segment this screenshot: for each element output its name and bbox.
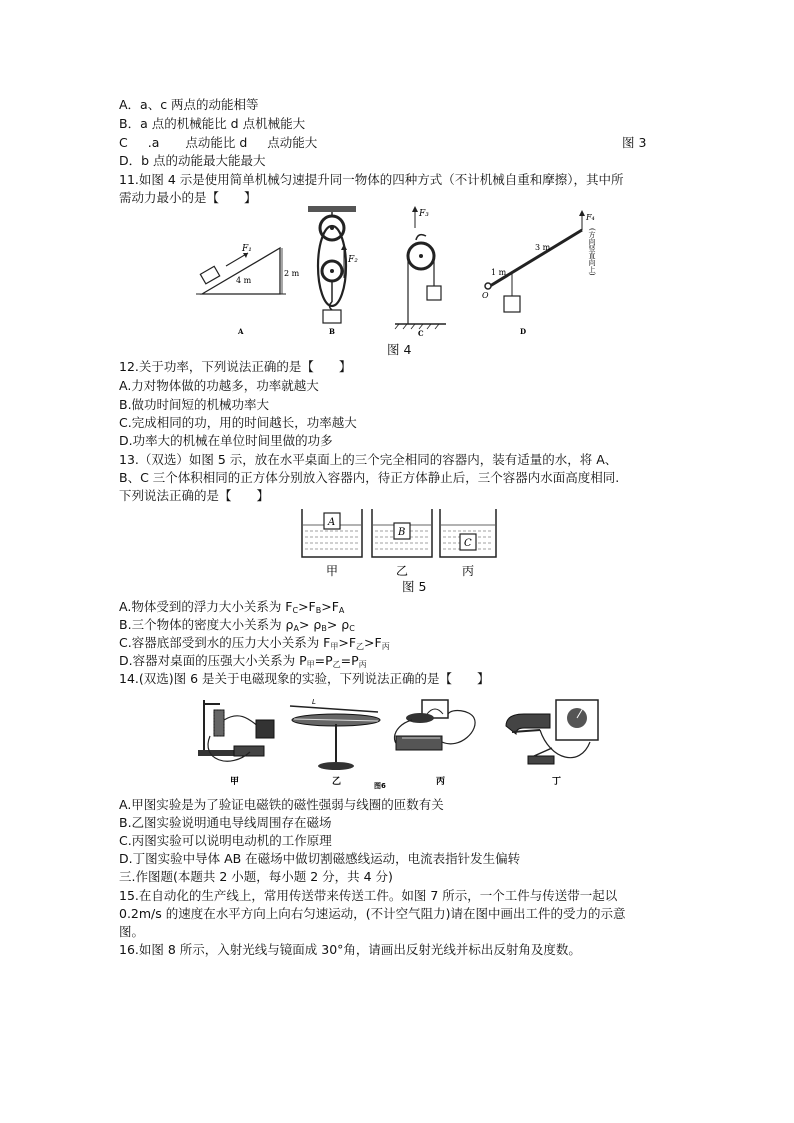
figure-6-bing-label: 丙	[436, 777, 446, 787]
block-b-label: B	[398, 527, 406, 538]
q12-option-c: C.完成相同的功，用的时间越长，功率越大	[119, 415, 357, 430]
block-c-label: C	[464, 538, 472, 549]
figure-6	[190, 690, 610, 792]
q13-option-a-text: 物体受到的浮力大小关系为 F	[131, 599, 293, 614]
figure-4-panel-c	[395, 206, 446, 338]
q13-stem-line1: 13.（双选）如图 5 示，放在水平桌面上的三个完全相同的容器内，装有适量的水，将 A、	[119, 452, 618, 467]
q10-option-c	[119, 134, 317, 152]
rel: >F	[321, 599, 339, 614]
figure-4-c-force: F₃	[419, 209, 429, 219]
rel: > ρ	[298, 617, 322, 632]
q12-option-d: D.功率大的机械在单位时间里做的功多	[119, 433, 333, 448]
figure-4-d-pivot: O	[482, 291, 489, 300]
figure-6-jia-label: 甲	[230, 777, 240, 787]
figure-4-d-note: (方向竖直向上)	[588, 228, 596, 276]
figure-4-a-letter: A	[238, 327, 244, 336]
q14-option-a: A.甲图实验是为了验证电磁铁的磁性强弱与线圈的匝数有关	[119, 797, 444, 812]
figure-4-c-letter: C	[418, 329, 424, 338]
q10-option-c-part1: .a	[147, 135, 160, 150]
rel: >F	[298, 599, 316, 614]
q13-option-d-letter: D.	[119, 653, 133, 668]
q13-option-d-text: 容器对桌面的压强大小关系为 P	[132, 653, 307, 668]
q13-option-b-text: 三个物体的密度大小关系为 ρ	[131, 617, 294, 632]
sub: B	[315, 606, 322, 615]
q12-option-a: A.力对物体做的功越多，功率就越大	[119, 378, 319, 393]
q10-option-a: A．a、c 两点的动能相等	[119, 97, 259, 112]
figure-4-b-letter: B	[329, 327, 335, 336]
q14-option-b: B.乙图实验说明通电导线周围存在磁场	[119, 815, 332, 830]
fig3-caption: 图 3	[622, 135, 647, 150]
sub: C	[349, 624, 355, 633]
figure-6-panel-ding	[506, 700, 598, 787]
q15-line3: 图。	[119, 924, 145, 939]
q10-option-c-part3: 点动能大	[267, 135, 318, 150]
rel: >F	[338, 635, 357, 650]
block-a-label: A	[328, 517, 336, 528]
sub: A	[338, 606, 345, 615]
q12-option-b: B.做功时间短的机械功率大	[119, 397, 270, 412]
figure-4-panel-b	[308, 206, 358, 336]
figure-4-d-long-arm: 3 m	[535, 243, 551, 252]
q15-line1: 15.在自动化的生产线上，常用传送带来传送工件。如图 7 所示，一个工件与传送带一起以	[119, 888, 618, 903]
sub: B	[321, 624, 327, 633]
q14-option-d: D.丁图实验中导体 AB 在磁场中做切割磁感线运动，电流表指针发生偏转	[119, 851, 521, 866]
figure-4	[190, 206, 610, 338]
container-jia-label: 甲	[326, 564, 339, 578]
q10-option-b: B．a 点的机械能比 d 点机械能大	[119, 116, 306, 131]
figure-4-a-slope-length: 4 m	[236, 276, 252, 285]
sub: 甲	[330, 642, 339, 651]
figure-4-d-short-arm: 1 m	[491, 268, 507, 277]
container-yi-label: 乙	[396, 564, 409, 578]
container-bing-label: 丙	[462, 564, 475, 578]
container-jia	[302, 509, 362, 578]
q11-stem-line2: 需动力最小的是【 】	[119, 190, 257, 205]
figure-6-yi-label: 乙	[332, 777, 342, 787]
q13-stem-line2: B、C 三个体积相同的正方体分别放入容器内，待正方体静止后，三个容器内水面高度相同.	[119, 470, 620, 485]
figure-4-d-force: F₄	[586, 213, 595, 222]
figure-4-a-force: F₁	[242, 244, 252, 254]
figure-4-b-force: F₂	[348, 255, 358, 265]
q13-stem-line3: 下列说法正确的是【 】	[119, 488, 270, 503]
container-bing	[440, 509, 496, 578]
svg-text:L: L	[312, 698, 316, 706]
figure-4-panel-a	[196, 244, 300, 336]
fig4-caption: 图 4	[387, 342, 412, 357]
sub: A	[293, 624, 299, 633]
figure-4-panel-d	[482, 210, 596, 336]
figure-5	[300, 505, 500, 579]
sub: 丙	[381, 642, 390, 651]
rel: =P	[340, 653, 359, 668]
rel: =P	[314, 653, 333, 668]
q15-line2: 0.2m/s 的速度在水平方向上向右匀速运动，(不计空气阻力)请在图中画出工件的受力的示意	[119, 906, 626, 921]
sub: C	[292, 606, 299, 615]
q12-stem: 12.关于功率，下列说法正确的是【 】	[119, 359, 352, 374]
figure-4-d-letter: D	[520, 327, 527, 336]
rel: > ρ	[326, 617, 350, 632]
fig5-caption: 图 5	[402, 579, 427, 594]
q10-option-c-letter: C	[119, 135, 128, 150]
q10-option-c-part2: 点动能比 d	[185, 135, 248, 150]
q13-option-a-letter: A.	[119, 599, 132, 614]
q14-option-c: C.丙图实验可以说明电动机的工作原理	[119, 833, 332, 848]
q13-option-c-letter: C.	[119, 635, 132, 650]
q11-stem-line1: 11.如图 4 示是使用简单机械匀速提升同一物体的四种方式（不计机械自重和摩擦），其中所	[119, 172, 624, 187]
q13-option-b-letter: B.	[119, 617, 132, 632]
figure-6-panel-jia	[198, 700, 274, 787]
q13-option-c-text: 容器底部受到水的压力大小关系为 F	[131, 635, 331, 650]
sub: 甲	[306, 660, 315, 669]
q10-option-d: D．b 点的动能最大能最大	[119, 153, 266, 168]
figure-6-panel-yi	[290, 698, 380, 787]
sub: 丙	[358, 660, 367, 669]
figure-6-caption: 图6	[374, 782, 386, 790]
rel: >F	[364, 635, 382, 650]
q16-line1: 16.如图 8 所示，入射光线与镜面成 30°角，请画出反射光线并标出反射角及度数。	[119, 942, 581, 957]
figure-6-ding-label: 丁	[552, 777, 562, 787]
container-yi	[372, 509, 432, 578]
sub: 乙	[356, 642, 365, 651]
section-3-heading: 三.作图题(本题共 2 小题，每小题 2 分，共 4 分)	[119, 869, 393, 884]
figure-4-a-height: 2 m	[284, 269, 300, 278]
sub: 乙	[332, 660, 341, 669]
q14-stem: 14.(双选)图 6 是关于电磁现象的实验，下列说法正确的是【 】	[119, 671, 490, 686]
figure-6-panel-bing	[394, 700, 475, 787]
